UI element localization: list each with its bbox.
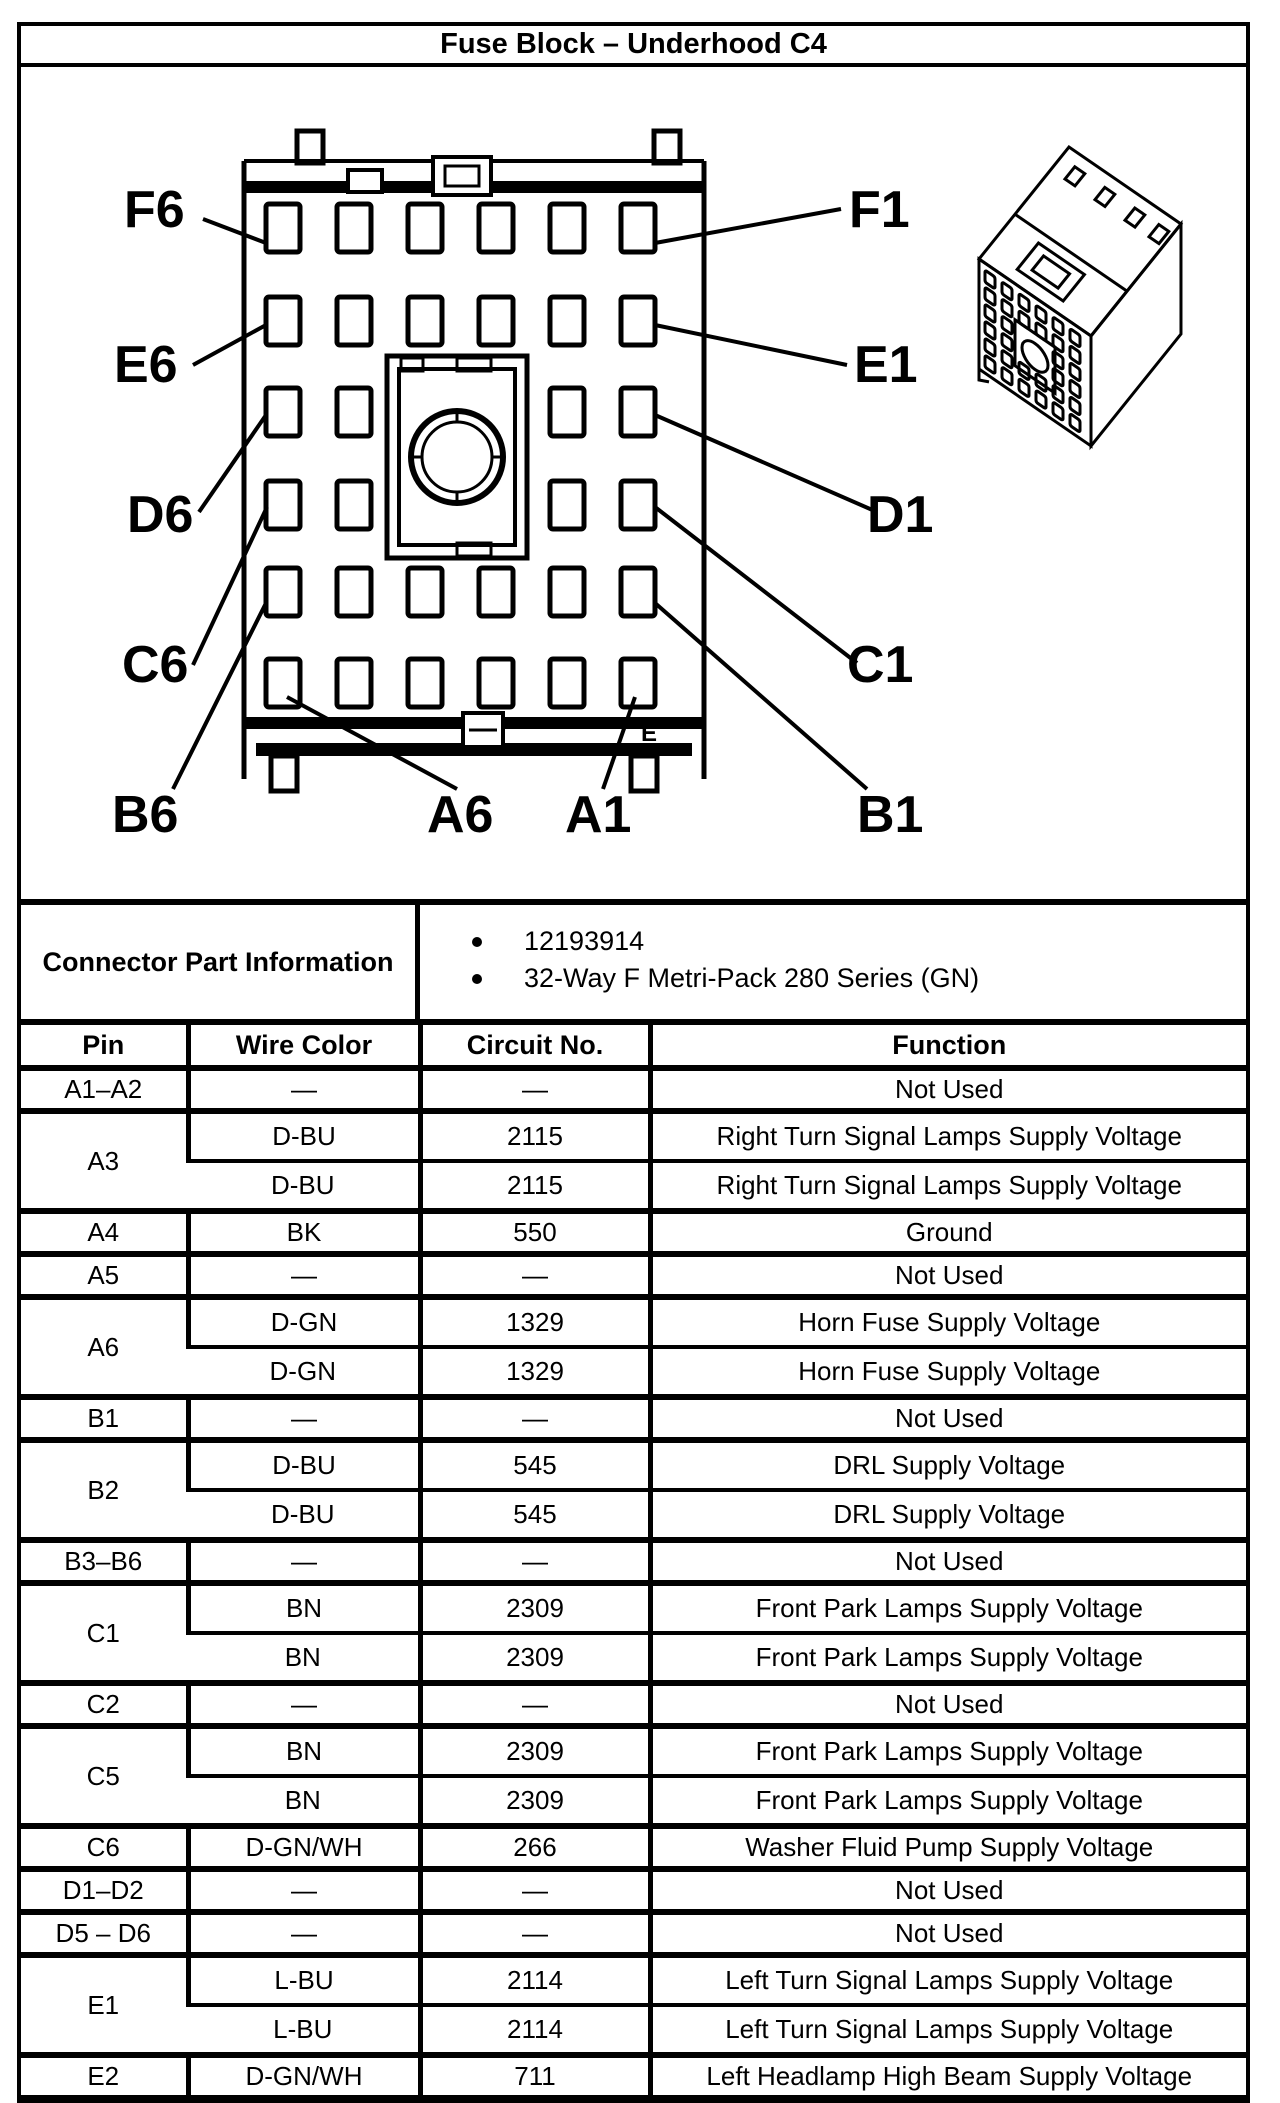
pin-cell: D5 – D6 bbox=[21, 1912, 188, 1955]
iso-pin-cavity bbox=[1070, 414, 1080, 433]
circuit-no-cell: 711 bbox=[420, 2055, 650, 2095]
connector-part-info-row bbox=[21, 899, 1246, 1019]
pin-cavity bbox=[479, 297, 513, 345]
function-cell: Front Park Lamps Supply Voltage bbox=[650, 1583, 1246, 1633]
pin-table-row bbox=[21, 1633, 1246, 1683]
function-cell: Not Used bbox=[650, 1912, 1246, 1955]
center-bolt-boss bbox=[387, 356, 527, 558]
pin-cavity bbox=[621, 568, 655, 616]
pin-table-row bbox=[21, 1111, 1246, 1161]
pin-cavity bbox=[266, 297, 300, 345]
function-cell: Not Used bbox=[650, 1869, 1246, 1912]
iso-pin-cavity bbox=[1002, 282, 1012, 301]
pin-table-row bbox=[21, 1869, 1246, 1912]
pin-cell: B1 bbox=[21, 1397, 188, 1440]
wire-color-cell: BN bbox=[188, 1726, 420, 1776]
iso-pin-cavity bbox=[1019, 293, 1029, 312]
series-description: 32-Way F Metri-Pack 280 Series (GN) bbox=[524, 963, 980, 993]
circuit-no-cell: — bbox=[420, 1683, 650, 1726]
pin-cavity bbox=[550, 388, 584, 436]
pin-label-b1: B1 bbox=[857, 786, 924, 844]
bolt-hole bbox=[411, 411, 503, 503]
latch-small bbox=[348, 170, 382, 192]
function-cell: Right Turn Signal Lamps Supply Voltage bbox=[650, 1161, 1246, 1211]
pin-cavity bbox=[337, 568, 371, 616]
part-number-row bbox=[472, 923, 1246, 960]
latch-main bbox=[433, 157, 491, 195]
part-number: 12193914 bbox=[524, 926, 645, 956]
pin-cell: A1–A2 bbox=[21, 1068, 188, 1111]
wire-color-cell: D-GN/WH bbox=[188, 2055, 420, 2095]
iso-pin-cavity bbox=[1070, 346, 1080, 365]
pin-table-row bbox=[21, 1161, 1246, 1211]
function-cell: DRL Supply Voltage bbox=[650, 1440, 1246, 1490]
iso-pin-cavity bbox=[1002, 333, 1012, 352]
connector-part-info-values bbox=[420, 905, 1246, 1019]
page-title: Fuse Block – Underhood C4 bbox=[21, 26, 1246, 67]
wire-color-cell: — bbox=[188, 1912, 420, 1955]
pin-table-row bbox=[21, 1254, 1246, 1297]
pin-cell: C2 bbox=[21, 1683, 188, 1726]
top-tab-left bbox=[297, 131, 323, 163]
function-cell: Right Turn Signal Lamps Supply Voltage bbox=[650, 1111, 1246, 1161]
connector-part-info-label: Connector Part Information bbox=[21, 905, 420, 1019]
function-cell: Ground bbox=[650, 1211, 1246, 1254]
pin-cavity bbox=[408, 297, 442, 345]
pin-table bbox=[21, 1019, 1246, 2095]
function-cell: Horn Fuse Supply Voltage bbox=[650, 1297, 1246, 1347]
series-row bbox=[472, 960, 1246, 997]
iso-pin-cavity bbox=[1036, 305, 1046, 324]
iso-pin-cavity bbox=[985, 270, 995, 289]
pin-cavity bbox=[550, 481, 584, 529]
wire-color-cell: D-BU bbox=[188, 1111, 420, 1161]
bullet-icon bbox=[472, 937, 482, 947]
circuit-no-cell: 545 bbox=[420, 1490, 650, 1540]
circuit-no-cell: — bbox=[420, 1068, 650, 1111]
iso-pin-cavity bbox=[1002, 316, 1012, 335]
pin-table-row bbox=[21, 1297, 1246, 1347]
pin-cavity bbox=[266, 481, 300, 529]
wire-color-cell: L-BU bbox=[188, 2005, 420, 2055]
wire-color-cell: BN bbox=[188, 1776, 420, 1826]
pin-table-row bbox=[21, 2055, 1246, 2095]
circuit-no-cell: — bbox=[420, 1397, 650, 1440]
function-cell: Not Used bbox=[650, 1068, 1246, 1111]
pin-table-header-row bbox=[21, 1022, 1246, 1068]
pin-table-row bbox=[21, 1955, 1246, 2005]
pin-cavity bbox=[266, 204, 300, 252]
function-cell: Front Park Lamps Supply Voltage bbox=[650, 1776, 1246, 1826]
pin-cell: C5 bbox=[21, 1726, 188, 1826]
function-cell: Front Park Lamps Supply Voltage bbox=[650, 1726, 1246, 1776]
pin-cell: B2 bbox=[21, 1440, 188, 1540]
pin-table-row bbox=[21, 1540, 1246, 1583]
function-cell: Washer Fluid Pump Supply Voltage bbox=[650, 1826, 1246, 1869]
wire-color-cell: D-BU bbox=[188, 1161, 420, 1211]
pin-cavity bbox=[337, 481, 371, 529]
pin-cavity bbox=[550, 659, 584, 707]
connector-sheet bbox=[17, 22, 1250, 2103]
pin-cavity bbox=[621, 659, 655, 707]
diagram-cell bbox=[21, 67, 1246, 899]
pin-label-c6: C6 bbox=[122, 636, 189, 694]
pin-table-row bbox=[21, 1776, 1246, 1826]
iso-pin-cavity bbox=[1070, 380, 1080, 399]
iso-pin-cavity bbox=[985, 338, 995, 357]
pin-cavity bbox=[337, 297, 371, 345]
foot-right bbox=[631, 756, 657, 791]
pin-cavity bbox=[408, 204, 442, 252]
circuit-no-cell: 2114 bbox=[420, 2005, 650, 2055]
iso-pin-cavity bbox=[1036, 390, 1046, 409]
pin-label-d6: D6 bbox=[127, 486, 194, 544]
pin-label-e1: E1 bbox=[854, 336, 918, 394]
function-cell: Left Turn Signal Lamps Supply Voltage bbox=[650, 1955, 1246, 2005]
pin-cell: C6 bbox=[21, 1826, 188, 1869]
pin-table-row bbox=[21, 1068, 1246, 1111]
header-circuit-no: Circuit No. bbox=[420, 1022, 650, 1068]
iso-pin-cavity bbox=[985, 287, 995, 306]
connector-face-diagram bbox=[21, 67, 1254, 899]
iso-pin-cavity bbox=[1002, 350, 1012, 369]
function-cell: Not Used bbox=[650, 1540, 1246, 1583]
pin-cell: E1 bbox=[21, 1955, 188, 2055]
connector-body bbox=[244, 131, 704, 791]
pin-label-d1: D1 bbox=[867, 486, 934, 544]
pin-table-row bbox=[21, 1440, 1246, 1490]
circuit-no-cell: 2114 bbox=[420, 1955, 650, 2005]
pin-cavity bbox=[479, 568, 513, 616]
circuit-no-cell: 2115 bbox=[420, 1111, 650, 1161]
pin-cell: C1 bbox=[21, 1583, 188, 1683]
pin-cavity bbox=[621, 297, 655, 345]
pin-table-row bbox=[21, 1583, 1246, 1633]
circuit-no-cell: — bbox=[420, 1912, 650, 1955]
wire-color-cell: D-GN bbox=[188, 1297, 420, 1347]
pin-cavity bbox=[550, 204, 584, 252]
iso-pin-cavity bbox=[1002, 367, 1012, 386]
pin-cell: A6 bbox=[21, 1297, 188, 1397]
pin-table-row bbox=[21, 1397, 1246, 1440]
function-cell: Left Headlamp High Beam Supply Voltage bbox=[650, 2055, 1246, 2095]
pin-table-row bbox=[21, 1826, 1246, 1869]
pin-cell: A4 bbox=[21, 1211, 188, 1254]
wire-color-cell: — bbox=[188, 1254, 420, 1297]
circuit-no-cell: 2115 bbox=[420, 1161, 650, 1211]
function-cell: Front Park Lamps Supply Voltage bbox=[650, 1633, 1246, 1683]
wire-color-cell: D-BU bbox=[188, 1440, 420, 1490]
foot-left bbox=[271, 756, 297, 791]
header-wire-color: Wire Color bbox=[188, 1022, 420, 1068]
function-cell: DRL Supply Voltage bbox=[650, 1490, 1246, 1540]
pin-cell: B3–B6 bbox=[21, 1540, 188, 1583]
pin-cavity bbox=[550, 297, 584, 345]
pin-table-body bbox=[21, 1068, 1246, 2095]
circuit-no-cell: 2309 bbox=[420, 1776, 650, 1826]
circuit-no-cell: 1329 bbox=[420, 1297, 650, 1347]
circuit-no-cell: 2309 bbox=[420, 1726, 650, 1776]
pin-table-row bbox=[21, 1683, 1246, 1726]
wire-color-cell: D-BU bbox=[188, 1490, 420, 1540]
iso-pin-cavity bbox=[1019, 378, 1029, 397]
pin-cavity-grid bbox=[266, 204, 655, 707]
circuit-no-cell: 1329 bbox=[420, 1347, 650, 1397]
circuit-no-cell: 550 bbox=[420, 1211, 650, 1254]
wire-color-cell: — bbox=[188, 1683, 420, 1726]
bullet-icon bbox=[472, 974, 482, 984]
pin-cavity bbox=[337, 388, 371, 436]
wire-color-cell: — bbox=[188, 1397, 420, 1440]
wire-color-cell: D-GN/WH bbox=[188, 1826, 420, 1869]
pin-table-row bbox=[21, 1726, 1246, 1776]
header-pin: Pin bbox=[21, 1022, 188, 1068]
connector-isometric-view bbox=[979, 147, 1181, 457]
pin-label-e6: E6 bbox=[114, 336, 178, 394]
pin-cavity bbox=[621, 481, 655, 529]
circuit-no-cell: 545 bbox=[420, 1440, 650, 1490]
pin-table-row bbox=[21, 2005, 1246, 2055]
wire-color-cell: BN bbox=[188, 1583, 420, 1633]
pin-table-row bbox=[21, 1347, 1246, 1397]
pin-cell: D1–D2 bbox=[21, 1869, 188, 1912]
iso-pin-cavity bbox=[1053, 317, 1063, 336]
pin-cell: E2 bbox=[21, 2055, 188, 2095]
pin-cavity bbox=[621, 204, 655, 252]
wire-color-cell: BK bbox=[188, 1211, 420, 1254]
function-cell: Horn Fuse Supply Voltage bbox=[650, 1347, 1246, 1397]
circuit-no-cell: 266 bbox=[420, 1826, 650, 1869]
iso-pin-cavity bbox=[1053, 402, 1063, 421]
iso-pin-cavity bbox=[985, 321, 995, 340]
circuit-no-cell: 2309 bbox=[420, 1583, 650, 1633]
pin-label-a1: A1 bbox=[565, 786, 632, 844]
pin-cavity bbox=[621, 388, 655, 436]
iso-pin-cavity bbox=[1070, 397, 1080, 416]
function-cell: Left Turn Signal Lamps Supply Voltage bbox=[650, 2005, 1246, 2055]
wire-color-cell: — bbox=[188, 1540, 420, 1583]
iso-pin-cavity bbox=[1070, 329, 1080, 348]
function-cell: Not Used bbox=[650, 1397, 1246, 1440]
pin-cavity bbox=[337, 204, 371, 252]
pin-cavity bbox=[550, 568, 584, 616]
pin-table-row bbox=[21, 1490, 1246, 1540]
pin-cavity bbox=[266, 568, 300, 616]
iso-pin-cavity bbox=[985, 304, 995, 323]
header-function: Function bbox=[650, 1022, 1246, 1068]
pin-label-b6: B6 bbox=[112, 786, 179, 844]
pin-cell: A5 bbox=[21, 1254, 188, 1297]
pin-label-c1: C1 bbox=[847, 636, 914, 694]
pin-cell: A3 bbox=[21, 1111, 188, 1211]
pin-label-a6: A6 bbox=[427, 786, 494, 844]
wire-color-cell: — bbox=[188, 1869, 420, 1912]
pin-cavity bbox=[479, 659, 513, 707]
iso-pin-cavity bbox=[1002, 299, 1012, 318]
function-cell: Not Used bbox=[650, 1683, 1246, 1726]
wire-color-cell: D-GN bbox=[188, 1347, 420, 1397]
emboss-mark: E bbox=[641, 720, 658, 747]
circuit-no-cell: — bbox=[420, 1254, 650, 1297]
pin-cavity bbox=[337, 659, 371, 707]
pin-cavity bbox=[408, 568, 442, 616]
wire-color-cell: — bbox=[188, 1068, 420, 1111]
pin-cavity bbox=[479, 204, 513, 252]
pin-label-f1: F1 bbox=[849, 181, 910, 239]
circuit-no-cell: — bbox=[420, 1869, 650, 1912]
circuit-no-cell: 2309 bbox=[420, 1633, 650, 1683]
pin-label-f6: F6 bbox=[124, 181, 185, 239]
pin-table-row bbox=[21, 1912, 1246, 1955]
top-tab-right bbox=[654, 131, 680, 163]
function-cell: Not Used bbox=[650, 1254, 1246, 1297]
iso-pin-cavity bbox=[985, 355, 995, 374]
circuit-no-cell: — bbox=[420, 1540, 650, 1583]
wire-color-cell: L-BU bbox=[188, 1955, 420, 2005]
wire-color-cell: BN bbox=[188, 1633, 420, 1683]
pin-cavity bbox=[408, 659, 442, 707]
pin-table-row bbox=[21, 1211, 1246, 1254]
pin-cavity bbox=[266, 388, 300, 436]
iso-pin-cavity bbox=[1070, 363, 1080, 382]
